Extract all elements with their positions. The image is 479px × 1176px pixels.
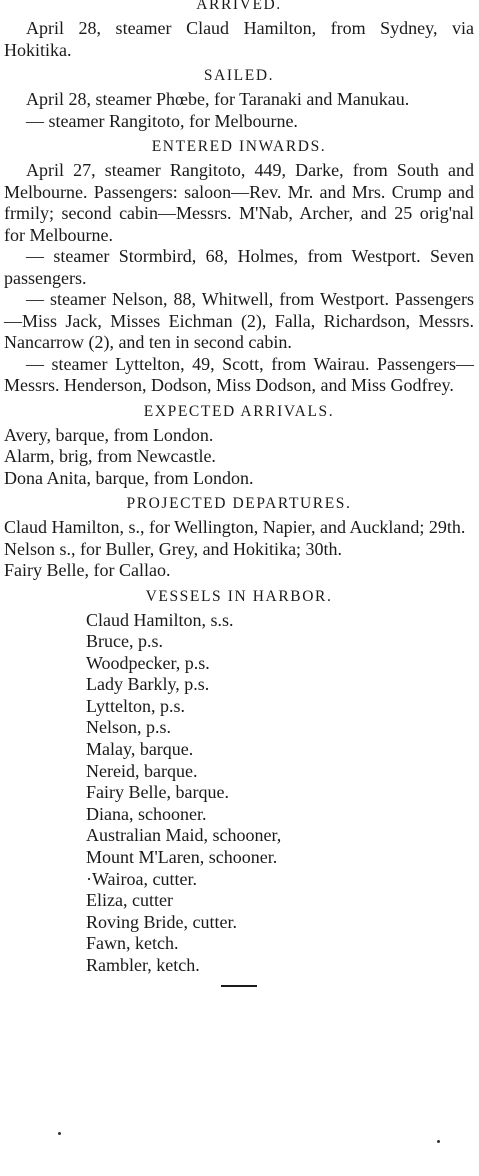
expected-entry: Alarm, brig, from Newcastle. (4, 446, 216, 466)
vessel-item: Nelson, p.s. (86, 717, 171, 738)
expected-entry: Dona Anita, barque, from London. (4, 467, 254, 488)
vessel-item: Claud Hamilton, s.s. (86, 609, 234, 630)
entered-entry: — steamer Nelson, 88, Whitwell, from Westport. Passengers—Miss Jack, Misses Eichman (2), Falla, Richardson, Messrs. Nancarrow (2), and ten in second cabin. (4, 289, 474, 352)
vessel-item: Eliza, cutter (86, 890, 173, 911)
departure-entry: Nelson s., for Buller, Grey, and Hokitika; 30th. (4, 538, 343, 559)
closing-rule (221, 985, 257, 987)
vessel-item: Fairy Belle, barque. (86, 782, 229, 803)
departure-entry: Fairy Belle, for Callao. (4, 560, 171, 580)
vessel-item: Malay, barque. (86, 739, 194, 760)
vessel-item: Fawn, ketch. (86, 933, 179, 954)
heading-projected-departures: PROJECTED DEPARTURES. (126, 495, 352, 512)
print-speck (437, 1140, 440, 1143)
heading-sailed: SAILED. (203, 67, 275, 84)
departure-entry: Claud Hamilton, s., for Wellington, Napier, and Auckland; 29th. (4, 517, 466, 537)
arrived-entry: April 28, steamer Claud Hamilton, from Sydney, via Hokitika. (4, 18, 474, 60)
vessel-item: Bruce, p.s. (86, 631, 163, 652)
vessel-item: Woodpecker, p.s. (86, 652, 210, 673)
vessel-item: Rambler, ketch. (86, 955, 200, 975)
entered-entry: — steamer Stormbird, 68, Holmes, from Westport. Seven passengers. (4, 246, 474, 288)
sailed-entry: April 28, steamer Phœbe, for Taranaki and Manukau. (26, 89, 410, 109)
shipping-column (4, 0, 474, 987)
heading-arrived: ARRIVED. (196, 0, 282, 13)
heading-entered-inwards: ENTERED INWARDS. (151, 138, 327, 155)
vessel-item: ·Wairoa, cutter. (86, 868, 197, 889)
vessel-item: Lady Barkly, p.s. (86, 674, 210, 695)
entered-entry: — steamer Lyttelton, 49, Scott, from Wairau. Passengers—Messrs. Henderson, Dodson, Miss Dodson, and Miss Godfrey. (4, 353, 474, 395)
vessels-list (86, 610, 474, 977)
vessel-item: Australian Maid, schooner, (86, 825, 282, 846)
sailed-entry: — steamer Rangitoto, for Melbourne. (26, 110, 298, 131)
entered-entry: April 27, steamer Rangitoto, 449, Darke, from South and Melbourne. Passengers: saloon—Rev. Mr. and Mrs. Crump and frmily; second cabin—Messrs. M'Nab, Archer, and 25 orig'nal for Melbourne. (4, 160, 474, 245)
print-speck (58, 1132, 61, 1135)
heading-expected-arrivals: EXPECTED ARRIVALS. (143, 402, 335, 420)
vessel-item: Mount M'Laren, schooner. (86, 847, 278, 868)
vessel-item: Roving Bride, cutter. (86, 911, 237, 932)
vessel-item: Diana, schooner. (86, 803, 207, 824)
vessel-item: Lyttelton, p.s. (86, 695, 185, 716)
heading-vessels-in-harbor: VESSELS IN HARBOR. (145, 587, 333, 605)
vessel-item: Nereid, barque. (86, 760, 198, 781)
expected-entry: Avery, barque, from London. (4, 424, 214, 445)
